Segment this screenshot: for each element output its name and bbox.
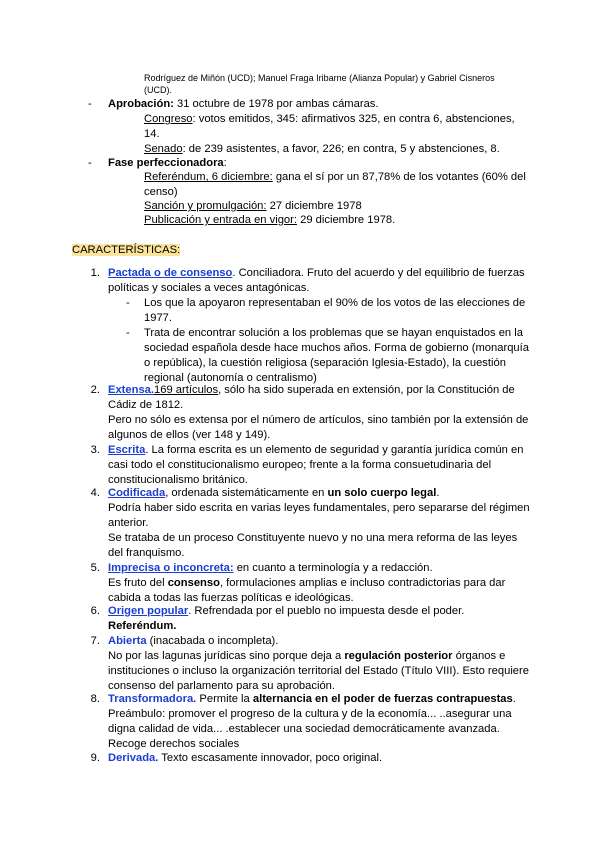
item-2-title: Extensa.: [108, 384, 155, 396]
item-8-line-1: [108, 692, 516, 707]
item-5-text-c: , formulaciones amplias e incluso contradictorias para dar: [219, 577, 506, 589]
item-number: 8.: [90, 693, 100, 705]
item-number: 5.: [90, 562, 100, 574]
sancion-line: [144, 199, 362, 214]
item-2-link[interactable]: 169 artículos: [154, 384, 219, 396]
item-4-line-1: [108, 486, 439, 501]
congreso-label: Congreso: [144, 113, 193, 125]
item-9-title: Derivada.: [108, 752, 159, 764]
item-3-line-1: [108, 443, 523, 458]
item-7-bold: regulación posterior: [344, 650, 453, 662]
sub-bullet-dash: -: [126, 327, 130, 339]
bullet-dash: -: [88, 157, 92, 169]
item-number: 7.: [90, 635, 100, 647]
item-1-line-2: políticas y sociales a veces antagónicas.: [108, 282, 310, 294]
fase-label: Fase perfeccionadora: [108, 157, 224, 169]
item-7-text-a: No por las lagunas jurídicas sino porque deja a: [108, 650, 345, 662]
item-2-line-3: Pero no sólo es extensa por el número de artículos, sino también por la extensión de: [108, 414, 529, 426]
senado-text: : de 239 asistentes, a favor, 226; en contra, 5 y abstenciones, 8.: [182, 143, 500, 155]
item-1-text: . Conciliadora. Fruto del acuerdo y del equilibrio de fuerzas: [232, 267, 525, 279]
caracteristicas-heading: [72, 243, 180, 258]
sancion-text: 27 diciembre 1978: [266, 200, 362, 212]
item-2-text: , sólo ha sido superada en extensión, por la Constitución de: [218, 384, 515, 396]
item-4-line-2: Podría haber sido escrita en varias leyes fundamentales, pero separarse del régimen: [108, 502, 530, 514]
item-7-line-2: [108, 649, 505, 664]
referendum-label: Referéndum, 6 diciembre:: [144, 171, 273, 183]
item-4-text-end: .: [436, 487, 440, 499]
item-5-title: Imprecisa o inconcreta:: [108, 562, 234, 574]
item-number: 1.: [90, 267, 100, 279]
top-line-2: (UCD).: [144, 85, 172, 95]
item-number: 4.: [90, 487, 100, 499]
item-2-line-4: algunos de ellos (ver 148 y 149).: [108, 429, 271, 441]
aprobacion-label: Aprobación:: [108, 98, 174, 110]
item-3-text: . La forma escrita es un elemento de seguridad y garantía jurídica común en: [145, 444, 524, 456]
item-4-line-4: Se trataba de un proceso Constituyente nuevo y no una mera reforma de las leyes: [108, 532, 518, 544]
item-1-sub-2-line-1: Trata de encontrar solución a los problemas que se hayan enquistados en la: [144, 327, 523, 339]
item-8-bold: alternancia en el poder de fuerzas contrapuestas: [252, 693, 513, 705]
item-5-line-3: cabida a todas las fuerzas políticas e ideológicas.: [108, 592, 354, 604]
item-6-text: . Refrendada por el pueblo no impuesta desde el poder.: [188, 605, 465, 617]
item-2-line-1: [108, 383, 515, 398]
item-1-sub-2-line-4: regional (autonomía o centralismo): [144, 372, 317, 384]
caracteristicas-title: CARACTERÍSTICAS:: [72, 244, 181, 256]
item-4-line-5: del franquismo.: [108, 547, 185, 559]
item-8-line-4: Recoge derechos sociales: [108, 738, 240, 750]
item-8-title: Transformadora.: [108, 693, 197, 705]
item-5-line-1: [108, 561, 433, 576]
item-8-line-2: Preámbulo: promover el progreso de la cultura y de la economía... ..asegurar una: [108, 708, 512, 720]
item-2-line-2: Cádiz de 1812.: [108, 399, 184, 411]
item-number: 3.: [90, 444, 100, 456]
item-7-text-c: órganos e: [452, 650, 506, 662]
sub-bullet-dash: -: [126, 297, 130, 309]
congreso-text: : votos emitidos, 345: afirmativos 325, en contra 6, abstenciones,: [192, 113, 515, 125]
item-3-line-3: constitucionalismo británico.: [108, 474, 248, 486]
publicacion-text: 29 diciembre 1978.: [297, 214, 396, 226]
item-7-line-1: [108, 634, 278, 649]
item-5-text: en cuanto a terminología y a redacción.: [233, 562, 433, 574]
referendum-text: gana el sí por un 87,78% de los votantes (60% del: [272, 171, 526, 183]
item-7-line-3: instituciones o incluso la organización territorial del Estado (Título VIII). Esto requiere: [108, 665, 529, 677]
congreso-line-2: 14.: [144, 128, 160, 140]
item-6-line-2: Referéndum.: [108, 620, 177, 632]
item-5-text-a: Es fruto del: [108, 577, 168, 589]
item-7-title: Abierta: [108, 635, 147, 647]
item-4-title: Codificada: [108, 487, 166, 499]
item-5-line-2: [108, 576, 505, 591]
fase-line: [108, 156, 227, 171]
item-1-sub-1-line-1: Los que la apoyaron representaban el 90% de los votos de las elecciones de: [144, 297, 526, 309]
item-8-text-end: .: [512, 693, 516, 705]
item-3-title: Escrita: [108, 444, 146, 456]
referendum-line-2: censo): [144, 186, 178, 198]
item-7-line-4: consenso del parlamento para su aprobación.: [108, 680, 336, 692]
bullet-dash: -: [88, 98, 92, 110]
item-number: 2.: [90, 384, 100, 396]
top-line-1: Rodríguez de Miñón (UCD); Manuel Fraga Iribarne (Alianza Popular) y Gabriel Cisneros: [144, 73, 495, 83]
publicacion-label: Publicación y entrada en vigor:: [144, 214, 297, 226]
item-8-line-3: digna calidad de vida... .establecer una sociedad democráticamente avanzada.: [108, 723, 500, 735]
item-4-text: , ordenada sistemáticamente en: [165, 487, 328, 499]
item-6-title: Origen popular: [108, 605, 189, 617]
sancion-label: Sanción y promulgación:: [144, 200, 267, 212]
fase-colon: :: [223, 157, 227, 169]
item-5-bold: consenso: [167, 577, 220, 589]
item-1-sub-2-line-3: o república), la cuestión religiosa (separación Iglesia-Estado), la cuestión: [144, 357, 506, 369]
item-7-text: (inacabada o incompleta).: [146, 635, 279, 647]
aprobacion-line: [108, 97, 379, 112]
item-1-title: Pactada o de consenso: [108, 267, 233, 279]
item-9-line-1: [108, 751, 382, 766]
item-1-sub-2-line-2: sociedad española desde hace muchos años. Forma de gobierno (monarquía: [144, 342, 529, 354]
item-1-sub-1-line-2: 1977.: [144, 312, 172, 324]
senado-line: [144, 142, 500, 157]
aprobacion-text: 31 octubre de 1978 por ambas cámaras.: [173, 98, 379, 110]
congreso-line: [144, 112, 515, 127]
item-4-bold: un solo cuerpo legal: [327, 487, 437, 499]
item-6-line-1: [108, 604, 464, 619]
publicacion-line: [144, 213, 395, 228]
item-number: 9.: [90, 752, 100, 764]
item-number: 6.: [90, 605, 100, 617]
senado-label: Senado: [144, 143, 183, 155]
item-8-text: Permite la: [196, 693, 253, 705]
item-4-line-3: anterior.: [108, 517, 149, 529]
referendum-line: [144, 170, 526, 185]
item-1-line-1: [108, 266, 525, 281]
item-3-line-2: casi todo el constitucionalismo europeo; frente a la forma consuetudinaria del: [108, 459, 492, 471]
item-9-text: Texto escasamente innovador, poco original.: [158, 752, 383, 764]
